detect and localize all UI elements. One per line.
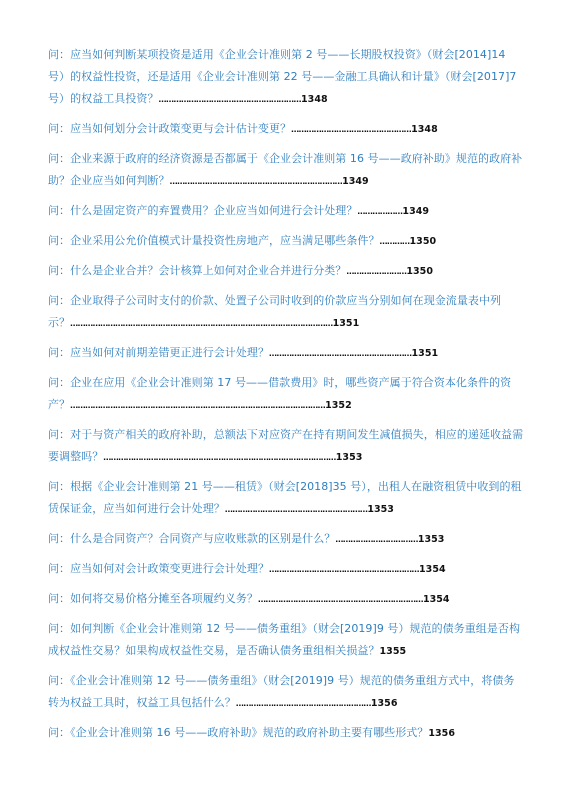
toc-leader-dots: …………………………… — [335, 535, 418, 544]
toc-entry-link[interactable]: 问：什么是固定资产的弃置费用？企业应当如何进行会计处理？ — [48, 204, 358, 217]
toc-leader-dots: …………………………………………………… — [269, 565, 419, 574]
toc-entry[interactable] — [48, 558, 524, 581]
toc-page-number: 1352 — [325, 400, 352, 411]
toc-entry[interactable] — [48, 200, 524, 223]
toc-leader-dots: …………………………………………………………… — [169, 177, 343, 186]
toc-leader-dots: ………… — [379, 237, 410, 246]
toc-leader-dots: ………………………………………………………………………………………… — [70, 401, 326, 410]
toc-leader-dots: ……………………………………………… — [235, 699, 371, 708]
toc-entry[interactable] — [48, 148, 524, 193]
toc-leader-dots: ………………………………………………………… — [257, 595, 423, 604]
toc-page-number: 1356 — [428, 728, 455, 739]
toc-page-number: 1350 — [406, 266, 433, 277]
toc-page-number: 1348 — [411, 124, 438, 135]
toc-page-number: 1354 — [419, 564, 446, 575]
toc-leader-dots: ………………………………………………… — [269, 349, 412, 358]
toc-entry[interactable] — [48, 476, 524, 521]
toc-leader-dots: ……………… — [357, 207, 403, 216]
toc-entry[interactable] — [48, 342, 524, 365]
toc-entry[interactable] — [48, 588, 524, 611]
toc-leader-dots: …………………………………………………………………………………………… — [70, 319, 333, 328]
toc-entry-link[interactable]: 问：如何判断《企业会计准则第 12 号——债务重组》（财会[2019]9 号）规范的债务重组是否构成权益性交易？如果构成权益性交易，是否确认债务重组相关损益？ — [48, 622, 521, 657]
toc-entry-link[interactable]: 问：如何将交易价格分摊至各项履约义务？ — [48, 592, 258, 605]
toc-page-number: 1349 — [402, 206, 430, 217]
toc-entry[interactable] — [48, 44, 524, 111]
toc-entry[interactable] — [48, 118, 524, 141]
toc-entry-link[interactable]: 问：企业在应用《企业会计准则第 17 号——借款费用》时，哪些资产属于符合资本化条件的资产？ — [48, 376, 512, 411]
toc-page-number: 1353 — [335, 452, 363, 463]
toc-page-number: 1348 — [301, 94, 328, 105]
toc-leader-dots: ………………………………………………… — [224, 505, 368, 514]
toc-page-number: 1351 — [411, 348, 439, 359]
toc-entry-link[interactable]: 问：应当如何对会计政策变更进行会计处理？ — [48, 562, 269, 575]
toc-page-number: 1351 — [332, 318, 360, 329]
toc-page-number: 1349 — [342, 176, 369, 187]
toc-entry[interactable] — [48, 618, 524, 663]
toc-entry-link[interactable]: 问：《企业会计准则第 12 号——债务重组》（财会[2019]9 号）规范的债务重组方式中，将债务转为权益工具时，权益工具包括什么？ — [48, 674, 515, 709]
toc-entry-link[interactable]: 问：什么是企业合并？会计核算上如何对企业合并进行分类？ — [48, 264, 347, 277]
toc-entry[interactable] — [48, 230, 524, 253]
toc-page-number: 1353 — [417, 534, 445, 545]
toc-leader-dots: ………………………………………………………………………………… — [103, 453, 336, 462]
toc-entry-link[interactable]: 问：应当如何判断某项投资是适用《企业会计准则第 2 号——长期股权投资》（财会[2014]14 号）的权益性投资，还是适用《企业会计准则第 22 号——金融工具确认和计量》（财会[2017]7 号）的权益工具投资？ — [48, 48, 517, 105]
toc-entry-link[interactable]: 问：什么是合同资产？合同资产与应收账款的区别是什么？ — [48, 532, 336, 545]
toc-entry[interactable] — [48, 670, 524, 715]
toc-page-number: 1354 — [422, 594, 450, 605]
toc-entry-link[interactable]: 问：对于与资产相关的政府补助，总额法下对应资产在持有期间发生减值损失，相应的递延收益需要调整吗？ — [48, 428, 524, 463]
table-of-contents — [48, 44, 524, 752]
toc-entry[interactable] — [48, 424, 524, 469]
toc-leader-dots: ………………………………………… — [291, 125, 412, 134]
toc-entry-link[interactable]: 问：《企业会计准则第 16 号——政府补助》规范的政府补助主要有哪些形式？ — [48, 726, 429, 739]
toc-leader-dots: …………………… — [346, 267, 407, 276]
toc-entry-link[interactable]: 问：根据《企业会计准则第 21 号——租赁》（财会[2018]35 号），出租人在融资租赁中收到的租赁保证金，应当如何进行会计处理？ — [48, 480, 522, 515]
toc-entry[interactable] — [48, 260, 524, 283]
toc-entry-link[interactable]: 问：应当如何划分会计政策变更与会计估计变更？ — [48, 122, 292, 135]
toc-leader-dots: ………………………………………………… — [158, 95, 301, 104]
toc-entry-link[interactable]: 问：企业取得子公司时支付的价款、处置子公司时收到的价款应当分别如何在现金流量表中列示？ — [48, 294, 502, 329]
toc-entry-link[interactable]: 问：企业来源于政府的经济资源是否都属于《企业会计准则第 16 号——政府补助》规范的政府补助？企业应当如何判断？ — [48, 152, 523, 187]
toc-entry-link[interactable]: 问：企业采用公允价值模式计量投资性房地产，应当满足哪些条件？ — [48, 234, 380, 247]
toc-page-number: 1356 — [370, 698, 398, 709]
toc-page-number: 1353 — [367, 504, 394, 515]
toc-entry[interactable] — [48, 528, 524, 551]
toc-entry[interactable] — [48, 722, 524, 745]
toc-entry[interactable] — [48, 372, 524, 417]
toc-page-number: 1355 — [379, 646, 407, 657]
toc-page-number: 1350 — [409, 236, 437, 247]
toc-entry[interactable] — [48, 290, 524, 335]
toc-entry-link[interactable]: 问：应当如何对前期差错更正进行会计处理？ — [48, 346, 269, 359]
